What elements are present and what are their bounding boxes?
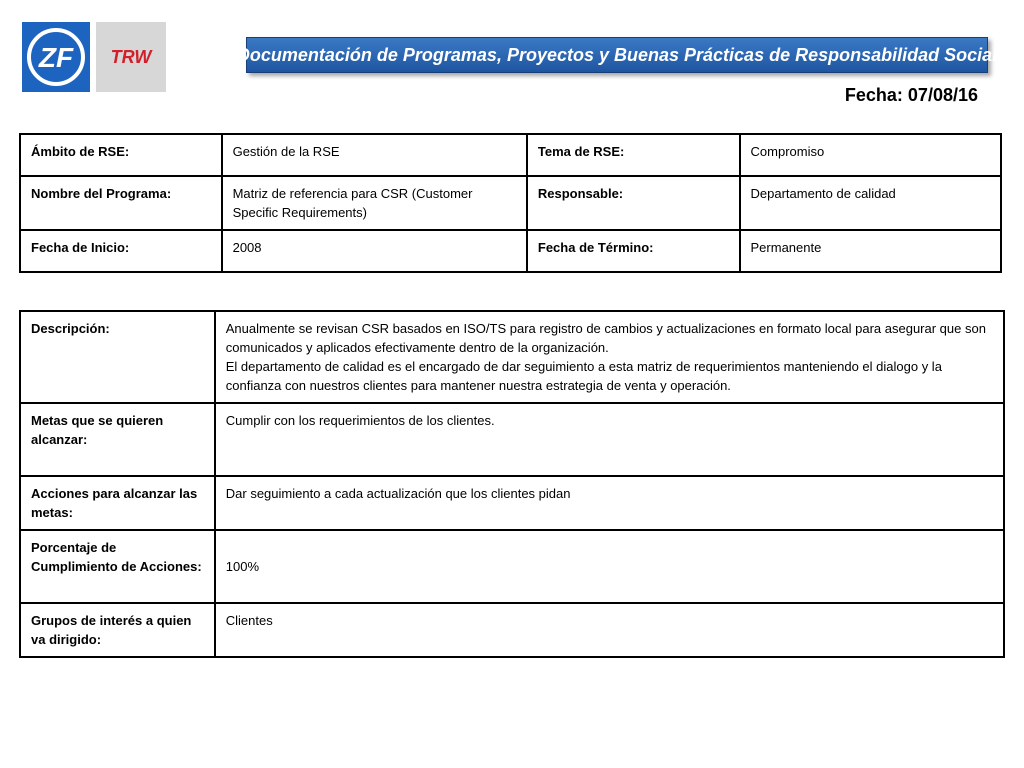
tema-label: Tema de RSE: xyxy=(527,134,740,176)
table-row xyxy=(20,134,1001,176)
svg-text:TRW: TRW xyxy=(110,47,152,67)
descripcion-label: Descripción: xyxy=(20,311,215,403)
porcentaje-label: Porcentaje de Cumplimiento de Acciones: xyxy=(20,530,215,603)
acciones-value: Dar seguimiento a cada actualización que los clientes pidan xyxy=(215,476,1004,530)
responsable-label: Responsable: xyxy=(527,176,740,230)
termino-value: Permanente xyxy=(740,230,1001,272)
descripcion-value xyxy=(215,311,1004,403)
acciones-label: Acciones para alcanzar las metas: xyxy=(20,476,215,530)
document-title: Documentación de Programas, Proyectos y Buenas Prácticas de Responsabilidad Social xyxy=(246,37,988,73)
trw-logo-icon xyxy=(100,42,162,72)
porcentaje-value: 100% xyxy=(215,530,1004,603)
table-row xyxy=(20,530,1004,603)
detail-table xyxy=(19,310,1005,658)
table-row xyxy=(20,403,1004,476)
table-row xyxy=(20,311,1004,403)
ambito-label: Ámbito de RSE: xyxy=(20,134,222,176)
document-date: Fecha: 07/08/16 xyxy=(844,85,978,105)
summary-table xyxy=(19,133,1002,273)
table-row xyxy=(20,176,1001,230)
tema-value: Compromiso xyxy=(740,134,1001,176)
descripcion-paragraph-2: El departamento de calidad es el encargado de dar seguimiento a esta matriz de requerimientos manteniendo el dialogo y la confianza con nuestros clientes para mantener nuestra estrategia de venta y operación. xyxy=(225,359,942,393)
termino-label: Fecha de Término: xyxy=(527,230,740,272)
inicio-label: Fecha de Inicio: xyxy=(20,230,222,272)
trw-logo xyxy=(96,22,166,92)
table-row xyxy=(20,603,1004,657)
descripcion-paragraph-1: Anualmente se revisan CSR basados en ISO/TS para registro de cambios y actualizaciones en formato local para asegurar que son comunicados y aplicados efectivamente dentro de la organización. xyxy=(225,321,986,355)
metas-label: Metas que se quieren alcanzar: xyxy=(20,403,215,476)
zf-logo-icon xyxy=(25,26,87,88)
responsable-value: Departamento de calidad xyxy=(740,176,1001,230)
inicio-value: 2008 xyxy=(222,230,527,272)
svg-text:ZF: ZF xyxy=(38,42,74,73)
zf-logo xyxy=(22,22,90,92)
grupos-value: Clientes xyxy=(215,603,1004,657)
grupos-label: Grupos de interés a quien va dirigido: xyxy=(20,603,215,657)
metas-value: Cumplir con los requerimientos de los clientes. xyxy=(215,403,1004,476)
programa-value: Matriz de referencia para CSR (Customer Specific Requirements) xyxy=(222,176,527,230)
programa-label: Nombre del Programa: xyxy=(20,176,222,230)
table-row xyxy=(20,230,1001,272)
table-row xyxy=(20,476,1004,530)
ambito-value: Gestión de la RSE xyxy=(222,134,527,176)
